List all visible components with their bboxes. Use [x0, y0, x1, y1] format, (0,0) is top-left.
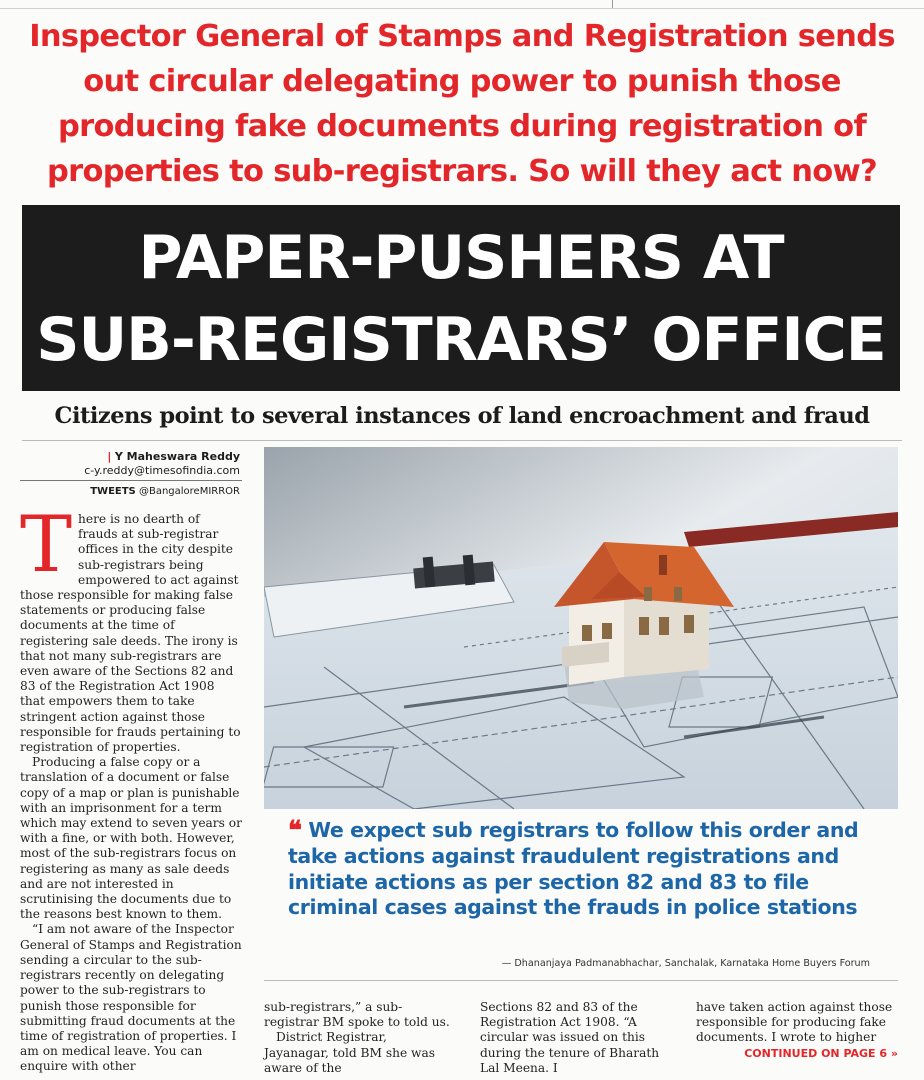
kicker-line: Inspector General of Stamps and Registration sends [29, 19, 895, 54]
divider [264, 980, 898, 981]
divider [20, 480, 242, 481]
article-paragraph: have taken action against those responsible for producing fake documents. I wrote to higher [696, 1000, 893, 1045]
article-paragraph: sub-registrars,” a sub-registrar BM spoke to told us. [264, 1000, 450, 1030]
twitter-handle: @BangaloreMIRROR [138, 486, 240, 497]
headline-line: PAPER-PUSHERS AT [138, 223, 784, 293]
main-headline-band [22, 205, 900, 391]
divider [22, 440, 902, 441]
article-column-1 [20, 500, 242, 1075]
top-tick [612, 0, 613, 8]
article-paragraph: here is no dearth of frauds at sub-registrar offices in the city despite sub-registrars being empowered to act against those responsible for making false statements or producing false documents at the time of registering sale deeds. The irony is that not many sub-registrars are even aware of the Sections 82 and 83 of the Registration Act 1908 that empowers them to take stringent action against those responsible for frauds pertaining to registration of properties. [20, 512, 241, 755]
top-border [0, 0, 924, 9]
tweets-line [30, 486, 240, 497]
tweets-label: TWEETS [90, 486, 136, 497]
subheadline: Citizens point to several instances of land encroachment and fraud [54, 403, 870, 429]
article-column-3 [480, 1000, 670, 1076]
kicker-headline [10, 14, 914, 194]
author-name: Y Maheswara Reddy [114, 450, 240, 463]
article-column-4 [696, 1000, 898, 1061]
kicker-line: properties to sub-registrars. So will they act now? [46, 154, 878, 189]
house-blueprint-photo [264, 447, 898, 809]
byline [30, 450, 240, 478]
kicker-line: producing fake documents during registration of [57, 109, 867, 144]
article-paragraph: Sections 82 and 83 of the Registration Act 1908. “A circular was issued on this during the tenure of Bharath Lal Meena. I [480, 1000, 660, 1075]
article-paragraph: District Registrar, Jayanagar, told BM she was aware of the [264, 1030, 435, 1075]
byline-bar: | [107, 450, 112, 463]
author-email: c-y.reddy@timesofindia.com [84, 464, 240, 477]
quote-mark-icon: ❝ [288, 816, 302, 846]
drop-cap: T [20, 500, 73, 590]
article-column-2 [264, 1000, 454, 1076]
pull-quote-text: We expect sub registrars to follow this order and take actions against fraudulent registrations and initiate actions as per section 82 and 83 to file criminal cases against the frauds in police stations [288, 818, 859, 920]
quote-attribution: — Dhananjaya Padmanabhachar, Sanchalak, Karnataka Home Buyers Forum [501, 958, 870, 969]
continued-link[interactable]: CONTINUED ON PAGE 6 » [744, 1046, 898, 1060]
article-paragraph: “I am not aware of the Inspector General of Stamps and Registration sending a circular to the sub-registrars recently on delegating power to the sub-registrars to punish those responsible for submitting fraud documents at the time of registration of properties. I am on medical leave. You can enquire with other [20, 922, 242, 1074]
article-paragraph: Producing a false copy or a translation of a document or false copy of a map or plan is punishable with an imprisonment for a term which may extend to seven years or with a fine, or with both. However, most of the sub-registrars focus on registering as many as sale deeds and are not interested in scrutinising the documents due to the reasons best known to them. [20, 755, 242, 922]
headline-line: SUB-REGISTRARS’ OFFICE [36, 305, 886, 375]
kicker-line: out circular delegating power to punish those [83, 64, 841, 99]
pull-quote [288, 818, 888, 921]
